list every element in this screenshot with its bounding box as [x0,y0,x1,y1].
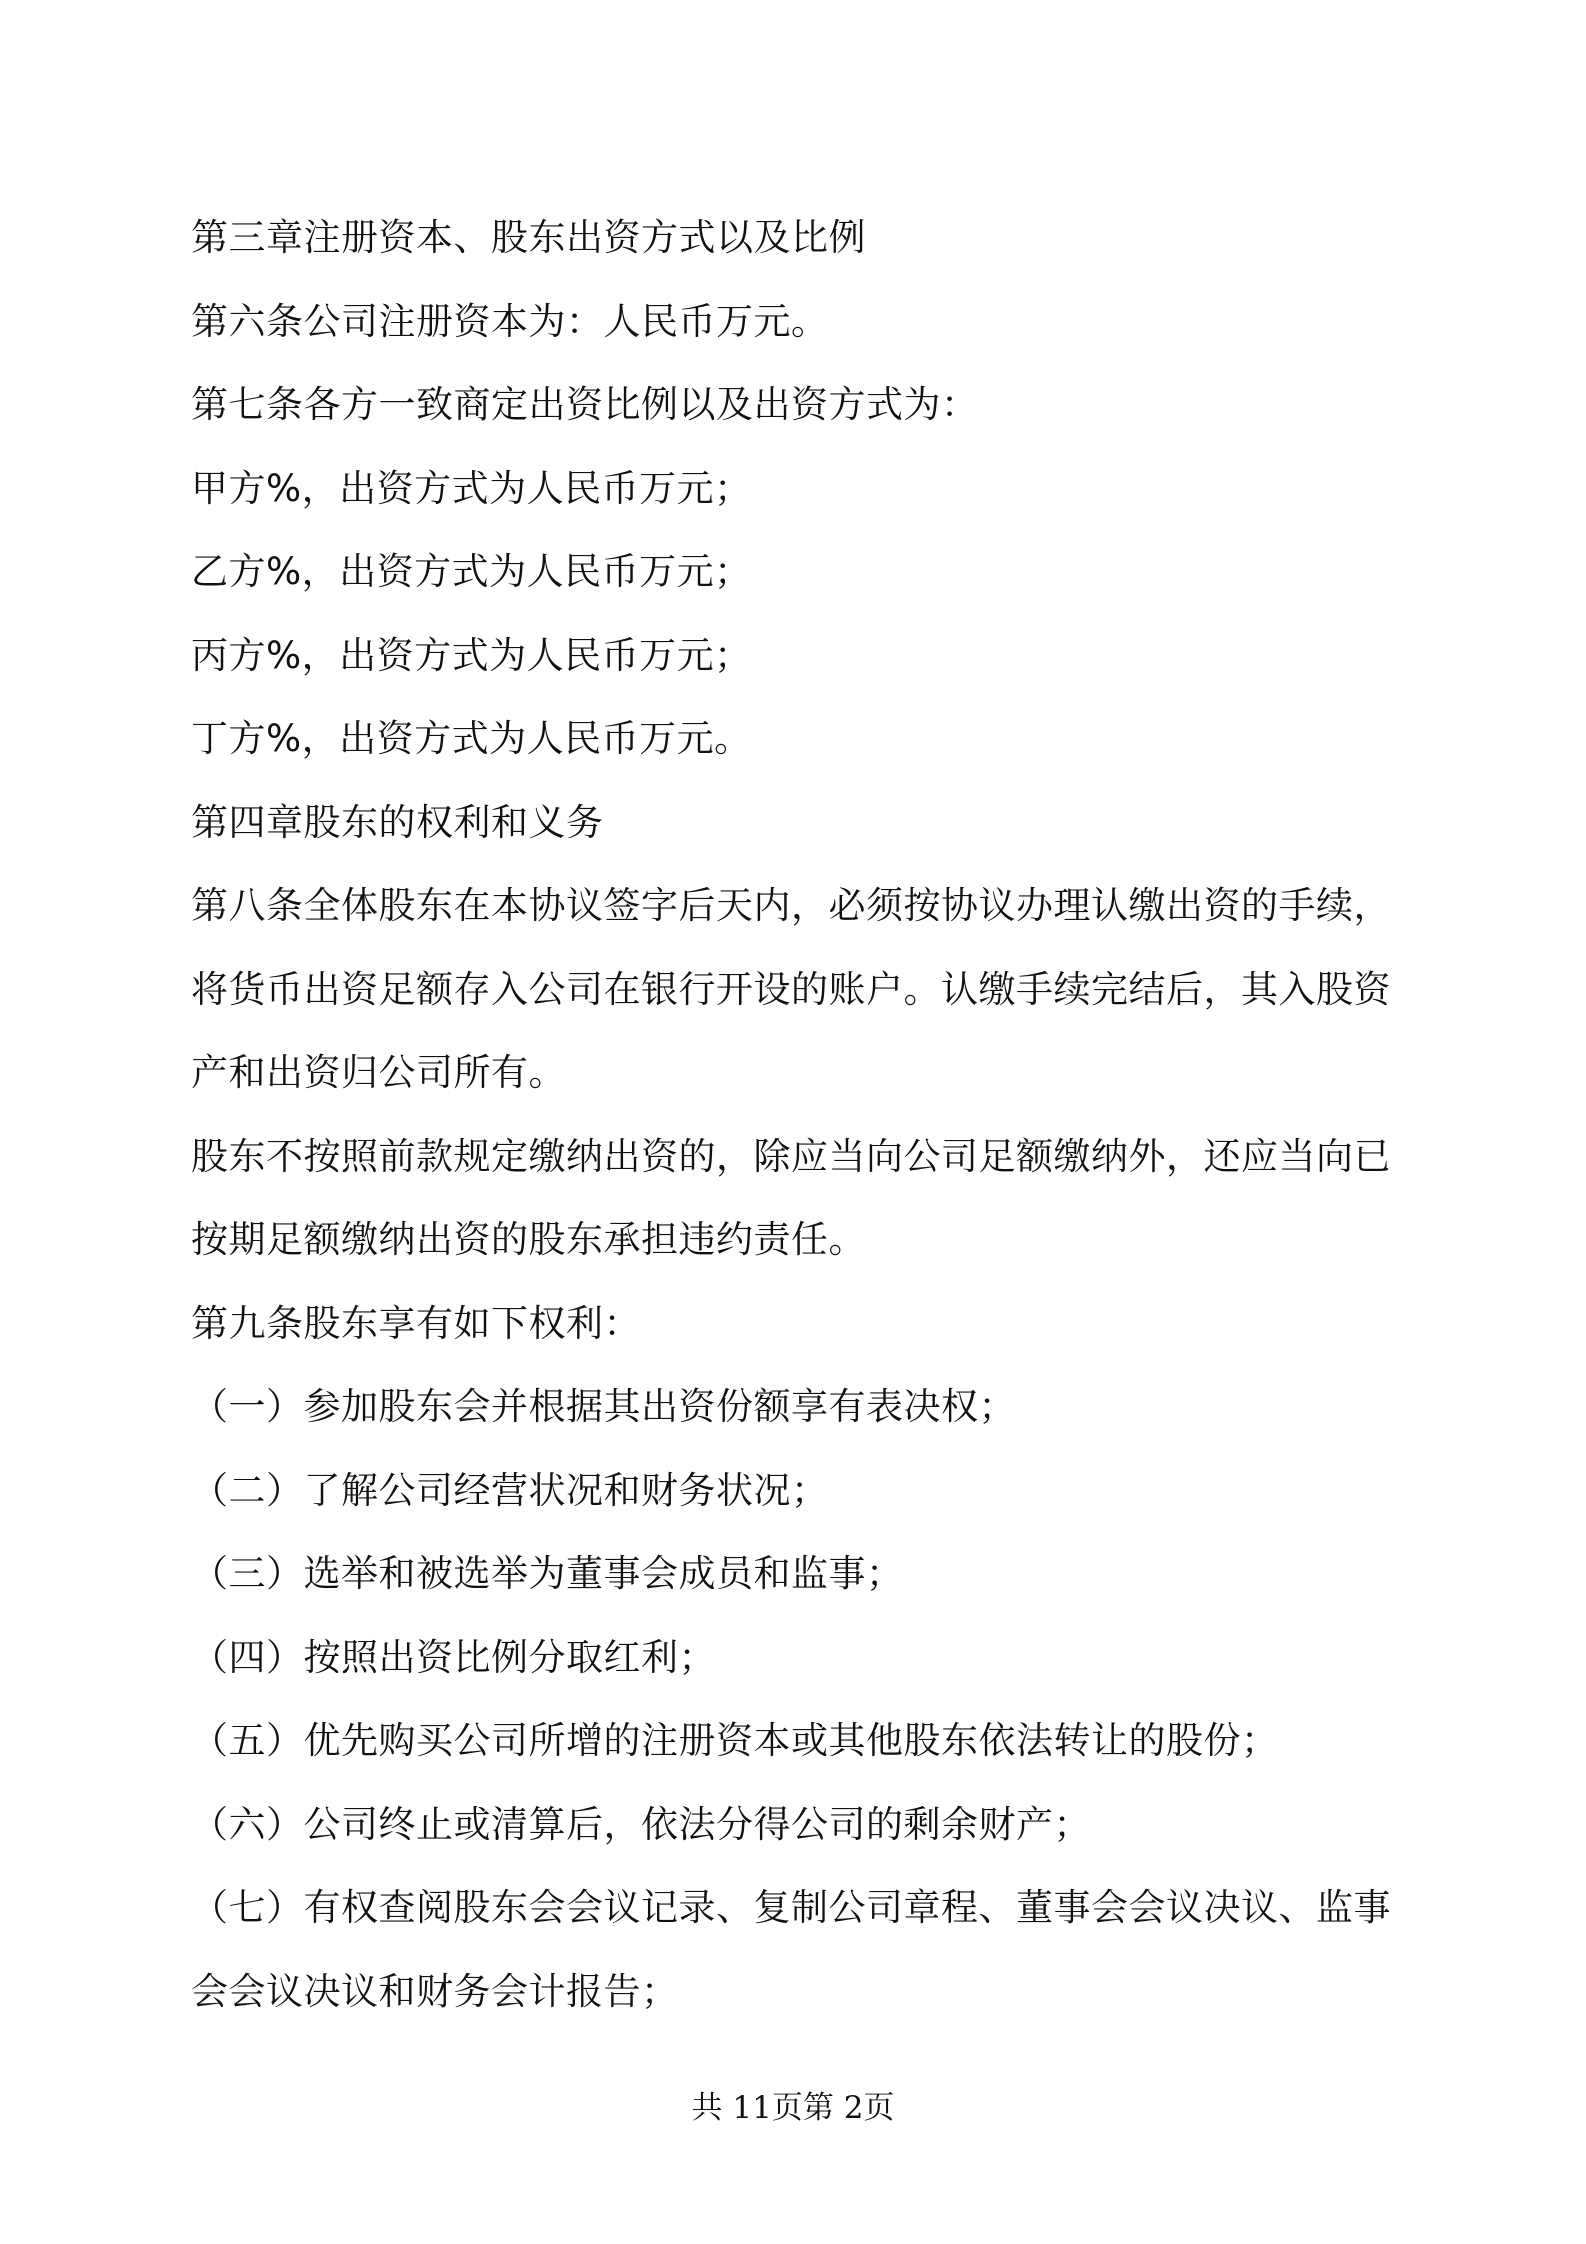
party-contribution-line: 甲方%，出资方式为人民币万元； [191,466,752,510]
party-contribution-line: 丁方%，出资方式为人民币万元。 [191,717,752,760]
rights-list-item: （七）有权查阅股东会会议记录、复制公司章程、董事会会议决议、监事 [191,1886,1391,1929]
chapter-heading: 第四章股东的权利和义务 [191,800,604,844]
article-line: 第九条股东享有如下权利： [191,1301,641,1345]
rights-list-item: （五）优先购买公司所增的注册资本或其他股东依法转让的股份； [191,1719,1279,1762]
party-contribution-line: 乙方%，出资方式为人民币万元； [191,550,752,593]
article-line: 产和出资归公司所有。 [191,1051,566,1094]
rights-list-item: 会会议决议和财务会计报告； [191,1969,679,2013]
rights-list-item: （四）按照出资比例分取红利； [191,1635,716,1679]
article-line: 第六条公司注册资本为：人民币万元。 [191,299,829,343]
document-body [191,196,1406,2033]
article-line: 将货币出资足额存入公司在银行开设的账户。认缴手续完结后，其入股资 [191,967,1391,1011]
rights-list-item: （二）了解公司经营状况和财务状况； [191,1468,829,1512]
article-line: 第八条全体股东在本协议签字后天内，必须按协议办理认缴出资的手续， [191,884,1391,927]
rights-list-item: （六）公司终止或清算后，依法分得公司的剩余财产； [191,1802,1091,1846]
article-line: 第七条各方一致商定出资比例以及出资方式为： [191,383,979,426]
chapter-heading: 第三章注册资本、股东出资方式以及比例 [191,216,866,259]
party-contribution-line: 丙方%，出资方式为人民币万元； [191,633,752,677]
page-number-footer: 共 11页第 2页 [691,2090,895,2126]
paragraph-line: 按期足额缴纳出资的股东承担违约责任。 [191,1218,866,1261]
rights-list-item: （一）参加股东会并根据其出资份额享有表决权； [191,1385,1016,1428]
paragraph-line: 股东不按照前款规定缴纳出资的，除应当向公司足额缴纳外，还应当向已 [191,1134,1391,1178]
rights-list-item: （三）选举和被选举为董事会成员和监事； [191,1552,904,1595]
